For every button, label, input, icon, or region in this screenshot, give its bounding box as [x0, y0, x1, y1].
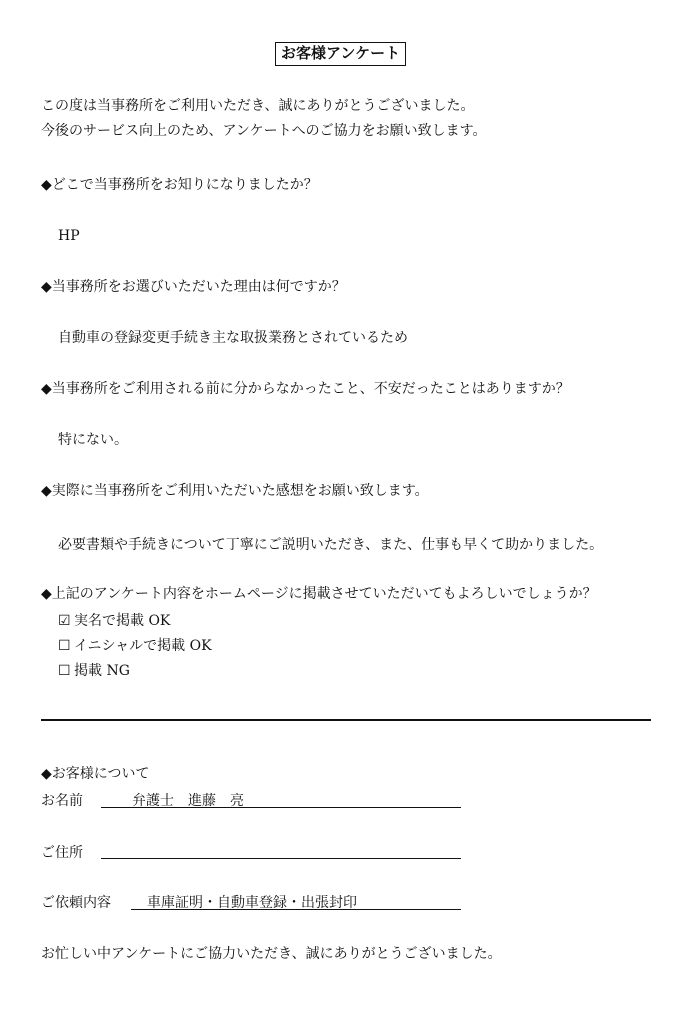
closing-message: お忙しい中アンケートにご協力いただき、誠にありがとうございました。 [41, 946, 502, 962]
answer-2: 自動車の登録変更手続き主な取扱業務とされているため [58, 330, 408, 346]
publish-option-initials [58, 636, 212, 656]
publish-option-label: 実名で掲載 OK [74, 613, 171, 629]
name-underline [101, 807, 461, 808]
publish-option-real-name [58, 611, 170, 631]
name-label: お名前 [41, 793, 83, 809]
intro-line-2: 今後のサービス向上のため、アンケートへのご協力をお願い致します。 [41, 123, 487, 139]
question-1: ◆どこで当事務所をお知りになりましたか？ [41, 177, 318, 193]
publish-option-ng [58, 661, 130, 681]
publish-option-label: 掲載 NG [74, 663, 130, 679]
page-title: お客様アンケート [275, 42, 406, 66]
request-value: 車庫証明・自動車登録・出張封印 [147, 895, 357, 911]
question-4: ◆実際に当事務所をご利用いただいた感想をお願い致します。 [41, 483, 429, 499]
question-3: ◆当事務所をご利用される前に分からなかったこと、不安だったことはありますか？ [41, 381, 570, 397]
publish-option-label: イニシャルで掲載 OK [74, 638, 212, 654]
unchecked-box-icon: ☐ [58, 663, 71, 679]
question-publish: ◆上記のアンケート内容をホームページに掲載させていただいてもよろしいでしょうか？ [41, 586, 597, 602]
request-label: ご依頼内容 [41, 895, 111, 911]
answer-4: 必要書類や手続きについて丁寧にご説明いただき、また、仕事も早くて助かりました。 [58, 537, 604, 553]
customer-heading: ◆お客様について [41, 766, 150, 782]
intro-line-1: この度は当事務所をご利用いただき、誠にありがとうございました。 [41, 98, 475, 114]
answer-1: HP [58, 228, 80, 244]
address-label: ご住所 [41, 845, 83, 861]
unchecked-box-icon: ☐ [58, 638, 71, 654]
answer-3: 特にない。 [58, 432, 128, 448]
question-2: ◆当事務所をお選びいただいた理由は何ですか？ [41, 279, 346, 295]
request-underline [131, 909, 461, 910]
section-divider [41, 719, 651, 721]
address-underline [101, 858, 461, 859]
checked-box-icon: ☑ [58, 613, 71, 629]
name-value: 弁護士 進藤 亮 [132, 793, 244, 809]
